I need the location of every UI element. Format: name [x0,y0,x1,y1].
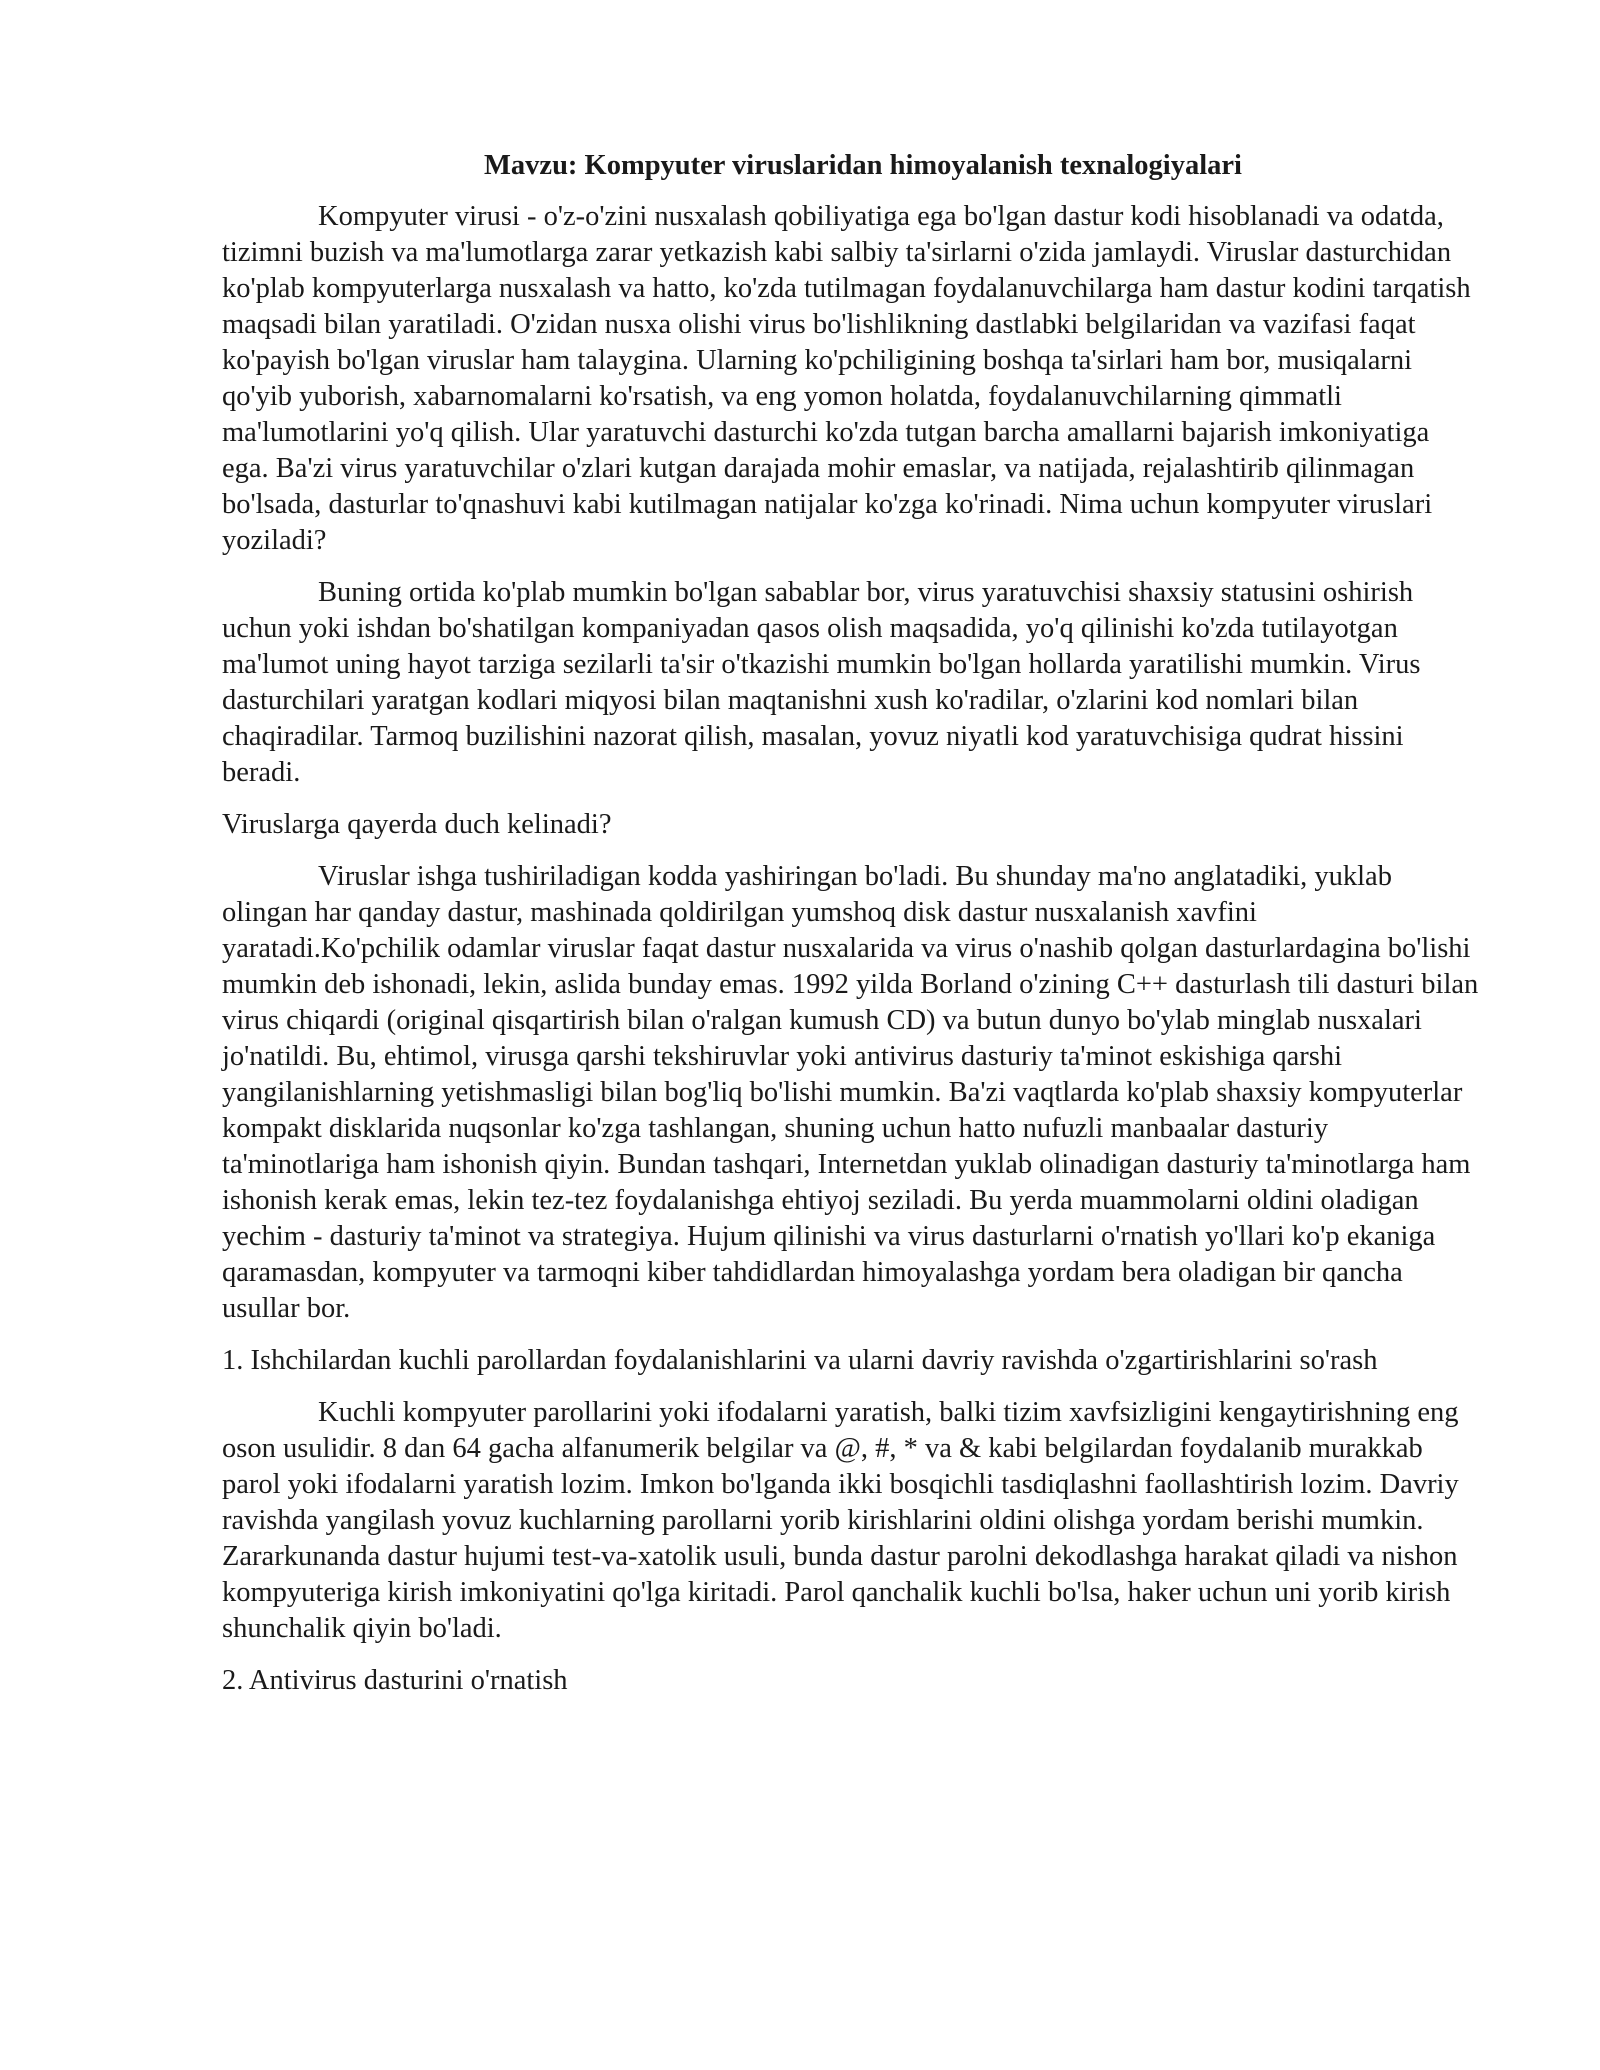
document-body [222,148,1482,1715]
list-item-strong-passwords: 1. Ishchilardan kuchli parollardan foydalanishlarini va ularni davriy ravishda o'zgartirishlarini so'rash [222,1345,1378,1376]
paragraph-virus-sources: Viruslar ishga tushiriladigan kodda yashiringan bo'ladi. Bu shunday ma'no anglatadiki, yuklab olingan har qanday dastur, mashinada qoldirilgan yumshoq disk dastur nusxalanish xavfini yaratadi.Ko'pchilik odamlar viruslar faqat dastur nusxalarida va virus o'nashib qolgan dasturlardagina bo'lishi mumkin deb ishonadi, lekin, aslida bunday emas. 1992 yilda Borland o'zining C++ dasturlash tili dasturi bilan virus chiqardi (original qisqartirish bilan o'ralgan kumush CD) va butun dunyo bo'ylab minglab nusxalari jo'natildi. Bu, ehtimol, virusga qarshi tekshiruvlar yoki antivirus dasturiy ta'minot eskishiga qarshi yangilanishlarning yetishmasligi bilan bog'liq bo'lishi mumkin. Ba'zi vaqtlarda ko'plab shaxsiy kompyuterlar kompakt disklarida nuqsonlar ko'zga tashlangan, shuning uchun hatto nufuzli manbaalar dasturiy ta'minotlariga ham ishonish qiyin. Bundan tashqari, Internetdan yuklab olinadigan dasturiy ta'minotlarga ham ishonish kerak emas, lekin tez-tez foydalanishga ehtiyoj seziladi. Bu yerda muammolarni oldini oladigan yechim - dasturiy ta'minot va strategiya. Hujum qilinishi va virus dasturlarni o'rnatish yo'llari ko'p ekaniga qaramasdan, kompyuter va tarmoqni kiber tahdidlardan himoyalashga yordam bera oladigan bir qancha usullar bor. [222,861,1479,1324]
paragraph-virus-motives: Buning ortida ko'plab mumkin bo'lgan sabablar bor, virus yaratuvchisi shaxsiy statusini oshirish uchun yoki ishdan bo'shatilgan kompaniyadan qasos olish maqsadida, yo'q qilinishi ko'zda tutilayotgan ma'lumot uning hayot tarziga sezilarli ta'sir o'tkazishi mumkin bo'lgan hollarda yaratilishi mumkin. Virus dasturchilari yaratgan kodlari miqyosi bilan maqtanishni xush ko'radilar, o'zlarini kod nomlari bilan chaqiradilar. Tarmoq buzilishini nazorat qilish, masalan, yovuz niyatli kod yaratuvchisiga qudrat hissini beradi. [222,577,1421,788]
paragraph-virus-definition: Kompyuter virusi - o'z-o'zini nusxalash qobiliyatiga ega bo'lgan dastur kodi hisoblanadi va odatda, tizimni buzish va ma'lumotlarga zarar yetkazish kabi salbiy ta'sirlarni o'zida jamlaydi. Viruslar dasturchidan ko'plab kompyuterlarga nusxalash va hatto, ko'zda tutilmagan foydalanuvchilarga ham dastur kodini tarqatish maqsadi bilan yaratiladi. O'zidan nusxa olishi virus bo'lishlikning dastlabki belgilaridan va vazifasi faqat ko'payish bo'lgan viruslar ham talaygina. Ularning ko'pchiligining boshqa ta'sirlari ham bor, musiqalarni qo'yib yuborish, xabarnomalarni ko'rsatish, va eng yomon holatda, foydalanuvchilarning qimmatli ma'lumotlarini yo'q qilish. Ular yaratuvchi dasturchi ko'zda tutgan barcha amallarni bajarish imkoniyatiga ega. Ba'zi virus yaratuvchilar o'zlari kutgan darajada mohir emaslar, va natijada, rejalashtirib qilinmagan bo'lsada, dasturlar to'qnashuvi kabi kutilmagan natijalar ko'zga ko'rinadi. Nima uchun kompyuter viruslari yoziladi? [222,201,1471,556]
list-item-install-antivirus: 2. Antivirus dasturini o'rnatish [222,1665,568,1696]
section-heading-where-found: Viruslarga qayerda duch kelinadi? [222,809,612,840]
paragraph-password-advice: Kuchli kompyuter parollarini yoki ifodalarni yaratish, balki tizim xavfsizligini kengaytirishning eng oson usulidir. 8 dan 64 gacha alfanumerik belgilar va @, #, * va & kabi belgilardan foydalanib murakkab parol yoki ifodalarni yaratish lozim. Imkon bo'lganda ikki bosqichli tasdiqlashni faollashtirish lozim. Davriy ravishda yangilash yovuz kuchlarning parollarni yorib kirishlarini oldini olishga yordam berishi mumkin. Zararkunanda dastur hujumi test-va-xatolik usuli, bunda dastur parolni dekodlashga harakat qiladi va nishon kompyuteriga kirish imkoniyatini qo'lga kiritadi. Parol qanchalik kuchli bo'lsa, haker uchun uni yorib kirish shunchalik qiyin bo'ladi. [222,1397,1459,1644]
document-title: Mavzu: Kompyuter viruslaridan himoyalanish texnalogiyalari [484,150,1242,181]
